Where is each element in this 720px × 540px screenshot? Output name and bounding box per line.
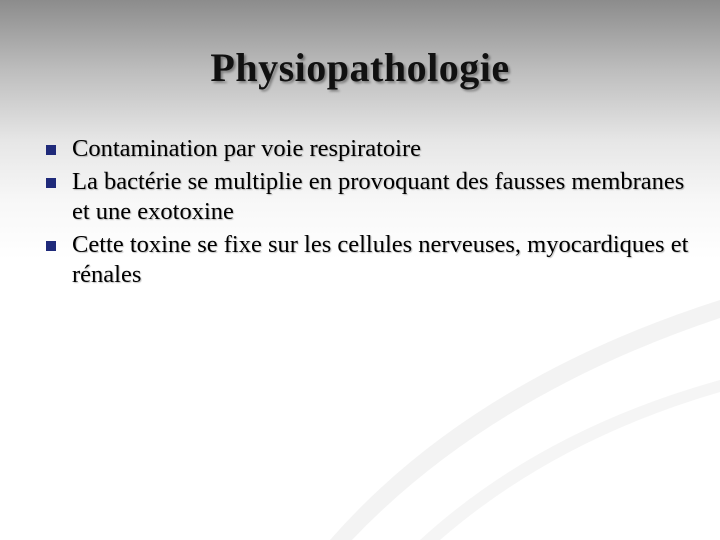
bullet-item [40,134,690,164]
bullet-item [40,230,690,290]
bullet-text: Contamination par voie respiratoire [72,135,422,162]
square-bullet-icon [46,178,56,188]
bullet-text: La bactérie se multiplie en provoquant des fausses membranes et une exotoxine [72,168,685,225]
square-bullet-icon [46,241,56,251]
slide-title: Physiopathologie [210,45,510,90]
bullet-list [40,134,690,293]
bullet-text: Cette toxine se fixe sur les cellules nerveuses, myocardiques et rénales [72,231,689,288]
square-bullet-icon [46,145,56,155]
bullet-item [40,167,690,227]
